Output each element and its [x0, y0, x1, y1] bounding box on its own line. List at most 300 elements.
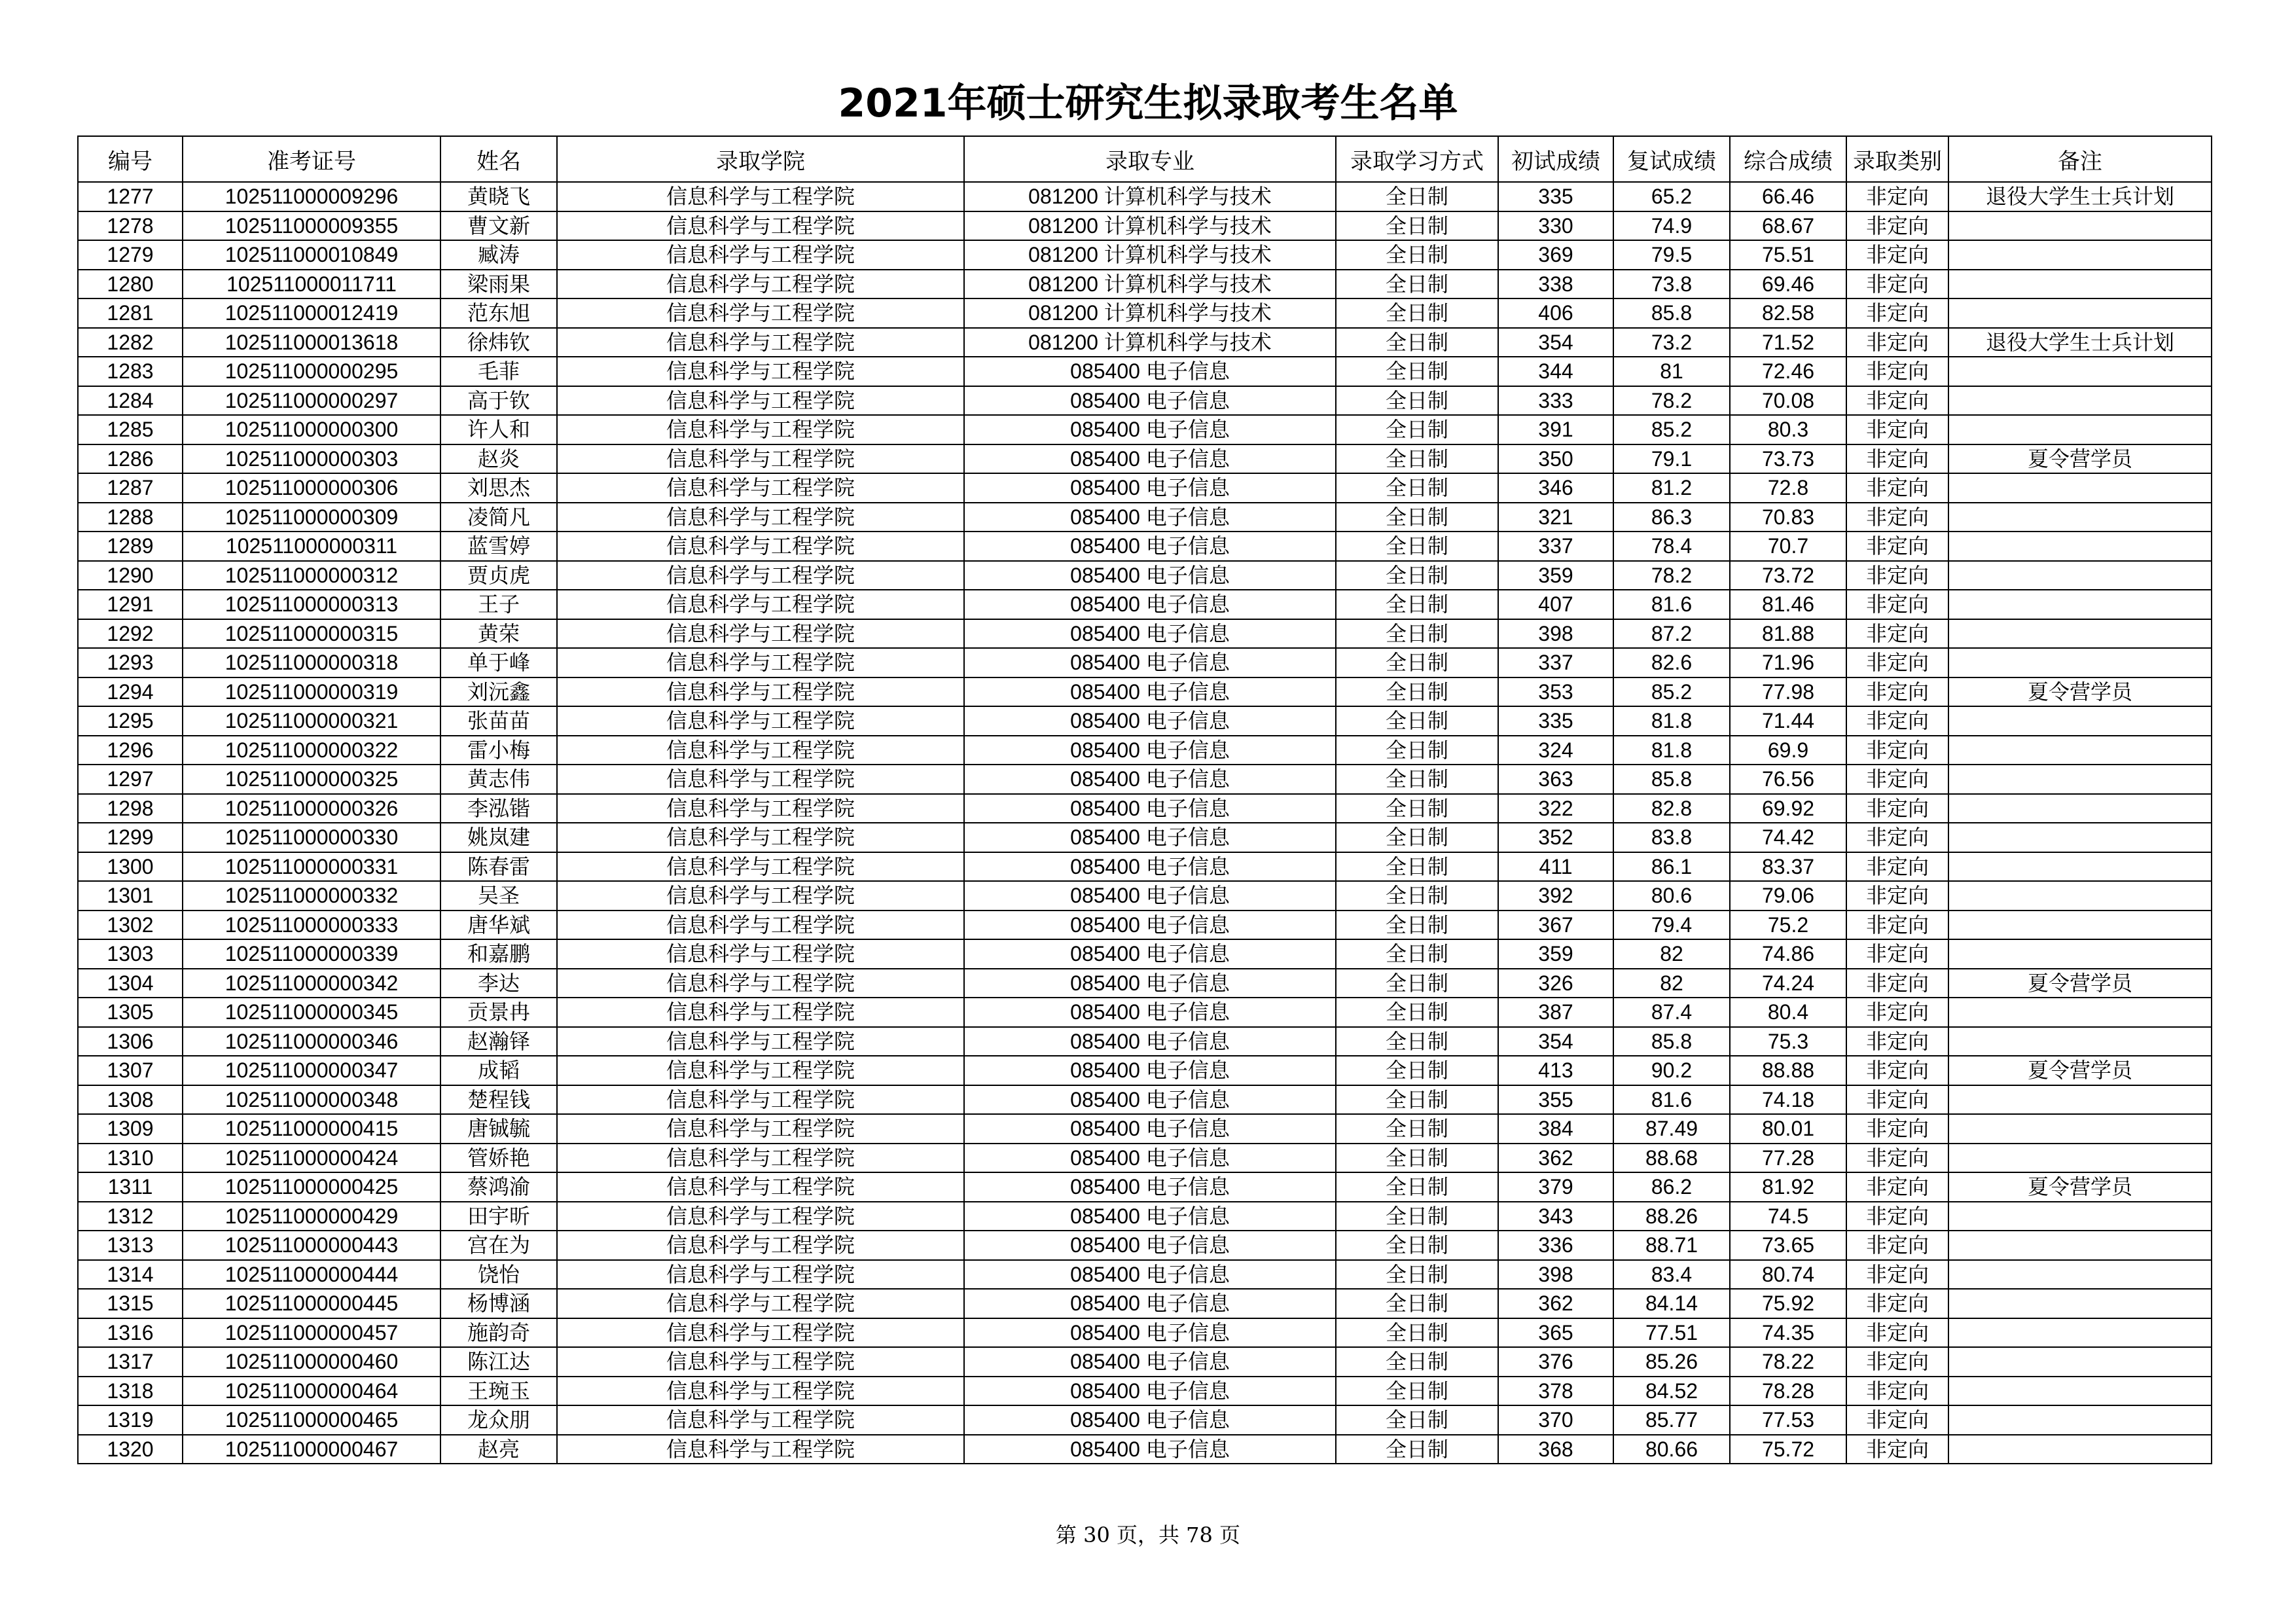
cell-remark [1948, 270, 2212, 299]
cell-remark [1948, 1260, 2212, 1290]
cell-college: 信息科学与工程学院 [557, 794, 964, 823]
cell-college: 信息科学与工程学院 [557, 240, 964, 270]
cell-total-score: 69.92 [1730, 794, 1846, 823]
cell-initial-score: 362 [1498, 1144, 1613, 1173]
cell-exam-id: 102511000000457 [183, 1318, 440, 1348]
table-row [78, 1435, 2212, 1464]
cell-college: 信息科学与工程学院 [557, 503, 964, 532]
column-header: 备注 [1948, 136, 2212, 182]
cell-major: 085400 电子信息 [964, 357, 1336, 386]
cell-major: 085400 电子信息 [964, 503, 1336, 532]
table-row [78, 998, 2212, 1027]
cell-study-mode: 全日制 [1336, 1347, 1498, 1377]
cell-initial-score: 363 [1498, 765, 1613, 794]
cell-initial-score: 330 [1498, 211, 1613, 241]
cell-college: 信息科学与工程学院 [557, 881, 964, 911]
cell-retest-score: 90.2 [1613, 1056, 1730, 1085]
cell-major: 085400 电子信息 [964, 1260, 1336, 1290]
cell-category: 非定向 [1846, 823, 1948, 852]
cell-initial-score: 343 [1498, 1202, 1613, 1231]
cell-category: 非定向 [1846, 998, 1948, 1027]
table-row [78, 270, 2212, 299]
cell-remark [1948, 619, 2212, 649]
cell-initial-score: 344 [1498, 357, 1613, 386]
cell-initial-score: 369 [1498, 240, 1613, 270]
cell-name: 雷小梅 [440, 736, 557, 765]
cell-major: 085400 电子信息 [964, 1027, 1336, 1056]
cell-total-score: 74.35 [1730, 1318, 1846, 1348]
cell-category: 非定向 [1846, 211, 1948, 241]
cell-name: 张苗苗 [440, 706, 557, 736]
cell-major: 085400 电子信息 [964, 532, 1336, 561]
cell-category: 非定向 [1846, 1347, 1948, 1377]
cell-initial-score: 365 [1498, 1318, 1613, 1348]
cell-remark [1948, 939, 2212, 969]
cell-exam-id: 102511000000309 [183, 503, 440, 532]
cell-serial: 1319 [78, 1405, 183, 1435]
cell-total-score: 71.44 [1730, 706, 1846, 736]
cell-retest-score: 85.2 [1613, 415, 1730, 444]
cell-study-mode: 全日制 [1336, 532, 1498, 561]
table-row [78, 1347, 2212, 1377]
cell-college: 信息科学与工程学院 [557, 969, 964, 998]
cell-serial: 1292 [78, 619, 183, 649]
cell-retest-score: 73.8 [1613, 270, 1730, 299]
cell-study-mode: 全日制 [1336, 1114, 1498, 1144]
cell-name: 田宇昕 [440, 1202, 557, 1231]
cell-serial: 1295 [78, 706, 183, 736]
column-header: 准考证号 [183, 136, 440, 182]
cell-category: 非定向 [1846, 1085, 1948, 1115]
cell-study-mode: 全日制 [1336, 415, 1498, 444]
cell-study-mode: 全日制 [1336, 823, 1498, 852]
cell-category: 非定向 [1846, 1056, 1948, 1085]
cell-study-mode: 全日制 [1336, 1144, 1498, 1173]
cell-study-mode: 全日制 [1336, 590, 1498, 619]
cell-total-score: 75.51 [1730, 240, 1846, 270]
cell-study-mode: 全日制 [1336, 1172, 1498, 1202]
cell-study-mode: 全日制 [1336, 706, 1498, 736]
cell-name: 唐铖毓 [440, 1114, 557, 1144]
cell-remark: 夏令营学员 [1948, 444, 2212, 474]
cell-college: 信息科学与工程学院 [557, 677, 964, 707]
cell-name: 刘思杰 [440, 473, 557, 503]
cell-exam-id: 102511000000345 [183, 998, 440, 1027]
table-row [78, 619, 2212, 649]
cell-remark: 夏令营学员 [1948, 677, 2212, 707]
cell-study-mode: 全日制 [1336, 736, 1498, 765]
page-title: 2021年硕士研究生拟录取考生名单 [838, 81, 1458, 126]
cell-initial-score: 353 [1498, 677, 1613, 707]
cell-exam-id: 102511000012419 [183, 298, 440, 328]
cell-total-score: 71.52 [1730, 328, 1846, 357]
cell-initial-score: 337 [1498, 532, 1613, 561]
cell-total-score: 78.28 [1730, 1377, 1846, 1406]
cell-retest-score: 84.52 [1613, 1377, 1730, 1406]
cell-major: 085400 电子信息 [964, 619, 1336, 649]
table-row [78, 1056, 2212, 1085]
cell-exam-id: 102511000010849 [183, 240, 440, 270]
cell-total-score: 83.37 [1730, 852, 1846, 882]
cell-study-mode: 全日制 [1336, 444, 1498, 474]
cell-exam-id: 102511000000311 [183, 532, 440, 561]
cell-total-score: 75.92 [1730, 1289, 1846, 1318]
table-row [78, 911, 2212, 940]
cell-serial: 1296 [78, 736, 183, 765]
cell-study-mode: 全日制 [1336, 1435, 1498, 1464]
cell-remark [1948, 823, 2212, 852]
cell-college: 信息科学与工程学院 [557, 619, 964, 649]
cell-exam-id: 102511000000326 [183, 794, 440, 823]
cell-college: 信息科学与工程学院 [557, 1172, 964, 1202]
cell-exam-id: 102511000000303 [183, 444, 440, 474]
cell-remark [1948, 298, 2212, 328]
cell-major: 085400 电子信息 [964, 1318, 1336, 1348]
cell-total-score: 80.3 [1730, 415, 1846, 444]
cell-category: 非定向 [1846, 1405, 1948, 1435]
cell-exam-id: 102511000000348 [183, 1085, 440, 1115]
cell-serial: 1302 [78, 911, 183, 940]
cell-retest-score: 78.2 [1613, 386, 1730, 416]
cell-name: 龙众朋 [440, 1405, 557, 1435]
cell-total-score: 77.53 [1730, 1405, 1846, 1435]
cell-total-score: 81.46 [1730, 590, 1846, 619]
table-row [78, 386, 2212, 416]
table-row [78, 1202, 2212, 1231]
table-row [78, 1085, 2212, 1115]
cell-exam-id: 102511000000429 [183, 1202, 440, 1231]
cell-initial-score: 359 [1498, 561, 1613, 590]
cell-category: 非定向 [1846, 939, 1948, 969]
cell-college: 信息科学与工程学院 [557, 998, 964, 1027]
cell-total-score: 75.2 [1730, 911, 1846, 940]
cell-initial-score: 368 [1498, 1435, 1613, 1464]
cell-total-score: 73.72 [1730, 561, 1846, 590]
cell-retest-score: 79.1 [1613, 444, 1730, 474]
cell-retest-score: 86.2 [1613, 1172, 1730, 1202]
cell-study-mode: 全日制 [1336, 969, 1498, 998]
cell-exam-id: 102511000000444 [183, 1260, 440, 1290]
cell-category: 非定向 [1846, 911, 1948, 940]
cell-remark: 夏令营学员 [1948, 1056, 2212, 1085]
cell-category: 非定向 [1846, 298, 1948, 328]
cell-study-mode: 全日制 [1336, 357, 1498, 386]
cell-serial: 1306 [78, 1027, 183, 1056]
cell-initial-score: 411 [1498, 852, 1613, 882]
cell-remark [1948, 1377, 2212, 1406]
cell-retest-score: 83.4 [1613, 1260, 1730, 1290]
cell-major: 085400 电子信息 [964, 969, 1336, 998]
cell-name: 曹文新 [440, 211, 557, 241]
cell-initial-score: 324 [1498, 736, 1613, 765]
table-row [78, 1377, 2212, 1406]
cell-exam-id: 102511000000312 [183, 561, 440, 590]
cell-study-mode: 全日制 [1336, 503, 1498, 532]
cell-major: 085400 电子信息 [964, 648, 1336, 677]
cell-serial: 1307 [78, 1056, 183, 1085]
cell-major: 085400 电子信息 [964, 1144, 1336, 1173]
cell-major: 085400 电子信息 [964, 1377, 1336, 1406]
cell-exam-id: 102511000013618 [183, 328, 440, 357]
table-row [78, 1144, 2212, 1173]
cell-name: 凌简凡 [440, 503, 557, 532]
cell-category: 非定向 [1846, 1318, 1948, 1348]
cell-major: 085400 电子信息 [964, 677, 1336, 707]
cell-serial: 1288 [78, 503, 183, 532]
cell-initial-score: 392 [1498, 881, 1613, 911]
cell-major: 081200 计算机科学与技术 [964, 182, 1336, 211]
cell-exam-id: 102511000009355 [183, 211, 440, 241]
cell-college: 信息科学与工程学院 [557, 852, 964, 882]
cell-total-score: 77.28 [1730, 1144, 1846, 1173]
cell-college: 信息科学与工程学院 [557, 182, 964, 211]
cell-remark [1948, 240, 2212, 270]
cell-major: 085400 电子信息 [964, 1056, 1336, 1085]
cell-remark [1948, 648, 2212, 677]
cell-category: 非定向 [1846, 706, 1948, 736]
cell-name: 姚岚建 [440, 823, 557, 852]
cell-remark [1948, 211, 2212, 241]
cell-initial-score: 379 [1498, 1172, 1613, 1202]
table-row [78, 1027, 2212, 1056]
cell-exam-id: 102511000000460 [183, 1347, 440, 1377]
table-body [78, 182, 2212, 1464]
cell-retest-score: 74.9 [1613, 211, 1730, 241]
cell-college: 信息科学与工程学院 [557, 706, 964, 736]
cell-name: 黄荣 [440, 619, 557, 649]
table-row [78, 969, 2212, 998]
table-row [78, 736, 2212, 765]
cell-initial-score: 354 [1498, 1027, 1613, 1056]
cell-name: 陈春雷 [440, 852, 557, 882]
cell-college: 信息科学与工程学院 [557, 1347, 964, 1377]
cell-retest-score: 78.4 [1613, 532, 1730, 561]
cell-serial: 1294 [78, 677, 183, 707]
table-row [78, 939, 2212, 969]
cell-category: 非定向 [1846, 969, 1948, 998]
cell-category: 非定向 [1846, 270, 1948, 299]
cell-college: 信息科学与工程学院 [557, 357, 964, 386]
cell-retest-score: 82.6 [1613, 648, 1730, 677]
cell-initial-score: 391 [1498, 415, 1613, 444]
cell-retest-score: 81.6 [1613, 1085, 1730, 1115]
cell-remark [1948, 415, 2212, 444]
cell-serial: 1320 [78, 1435, 183, 1464]
cell-study-mode: 全日制 [1336, 270, 1498, 299]
cell-remark [1948, 1144, 2212, 1173]
table-row [78, 648, 2212, 677]
cell-serial: 1279 [78, 240, 183, 270]
cell-exam-id: 102511000000425 [183, 1172, 440, 1202]
cell-serial: 1312 [78, 1202, 183, 1231]
cell-total-score: 73.73 [1730, 444, 1846, 474]
cell-retest-score: 85.2 [1613, 677, 1730, 707]
cell-category: 非定向 [1846, 357, 1948, 386]
cell-category: 非定向 [1846, 503, 1948, 532]
cell-initial-score: 407 [1498, 590, 1613, 619]
cell-retest-score: 82.8 [1613, 794, 1730, 823]
cell-serial: 1318 [78, 1377, 183, 1406]
cell-total-score: 66.46 [1730, 182, 1846, 211]
cell-exam-id: 102511000000330 [183, 823, 440, 852]
cell-study-mode: 全日制 [1336, 298, 1498, 328]
cell-initial-score: 406 [1498, 298, 1613, 328]
cell-remark [1948, 911, 2212, 940]
cell-total-score: 81.88 [1730, 619, 1846, 649]
cell-remark: 退役大学生士兵计划 [1948, 182, 2212, 211]
table-row [78, 298, 2212, 328]
cell-name: 吴圣 [440, 881, 557, 911]
cell-serial: 1290 [78, 561, 183, 590]
cell-remark [1948, 794, 2212, 823]
cell-remark [1948, 532, 2212, 561]
cell-serial: 1299 [78, 823, 183, 852]
cell-retest-score: 87.49 [1613, 1114, 1730, 1144]
cell-major: 085400 电子信息 [964, 590, 1336, 619]
cell-retest-score: 80.6 [1613, 881, 1730, 911]
cell-category: 非定向 [1846, 1260, 1948, 1290]
cell-college: 信息科学与工程学院 [557, 532, 964, 561]
cell-college: 信息科学与工程学院 [557, 1435, 964, 1464]
cell-name: 杨博涵 [440, 1289, 557, 1318]
cell-name: 高于钦 [440, 386, 557, 416]
cell-study-mode: 全日制 [1336, 1085, 1498, 1115]
cell-major: 085400 电子信息 [964, 881, 1336, 911]
cell-exam-id: 102511000000443 [183, 1231, 440, 1260]
cell-category: 非定向 [1846, 240, 1948, 270]
cell-college: 信息科学与工程学院 [557, 1085, 964, 1115]
cell-college: 信息科学与工程学院 [557, 1405, 964, 1435]
cell-name: 陈江达 [440, 1347, 557, 1377]
cell-major: 085400 电子信息 [964, 911, 1336, 940]
cell-total-score: 74.42 [1730, 823, 1846, 852]
cell-college: 信息科学与工程学院 [557, 1318, 964, 1348]
cell-exam-id: 102511000000415 [183, 1114, 440, 1144]
cell-name: 梁雨果 [440, 270, 557, 299]
cell-study-mode: 全日制 [1336, 648, 1498, 677]
cell-serial: 1304 [78, 969, 183, 998]
cell-initial-score: 354 [1498, 328, 1613, 357]
table-row [78, 357, 2212, 386]
cell-college: 信息科学与工程学院 [557, 1231, 964, 1260]
cell-category: 非定向 [1846, 328, 1948, 357]
cell-category: 非定向 [1846, 415, 1948, 444]
cell-exam-id: 102511000000321 [183, 706, 440, 736]
cell-category: 非定向 [1846, 794, 1948, 823]
cell-serial: 1293 [78, 648, 183, 677]
cell-college: 信息科学与工程学院 [557, 648, 964, 677]
cell-initial-score: 352 [1498, 823, 1613, 852]
table-row [78, 794, 2212, 823]
table-row [78, 1289, 2212, 1318]
cell-category: 非定向 [1846, 1202, 1948, 1231]
cell-exam-id: 102511000000315 [183, 619, 440, 649]
cell-study-mode: 全日制 [1336, 677, 1498, 707]
cell-study-mode: 全日制 [1336, 619, 1498, 649]
cell-category: 非定向 [1846, 1435, 1948, 1464]
column-header: 初试成绩 [1498, 136, 1613, 182]
cell-serial: 1315 [78, 1289, 183, 1318]
cell-name: 赵瀚铎 [440, 1027, 557, 1056]
cell-major: 085400 电子信息 [964, 939, 1336, 969]
cell-major: 085400 电子信息 [964, 794, 1336, 823]
table-row [78, 328, 2212, 357]
cell-serial: 1283 [78, 357, 183, 386]
cell-college: 信息科学与工程学院 [557, 386, 964, 416]
cell-name: 蔡鸿渝 [440, 1172, 557, 1202]
cell-exam-id: 102511000000319 [183, 677, 440, 707]
cell-name: 王子 [440, 590, 557, 619]
cell-category: 非定向 [1846, 1289, 1948, 1318]
cell-study-mode: 全日制 [1336, 1202, 1498, 1231]
cell-initial-score: 387 [1498, 998, 1613, 1027]
cell-initial-score: 384 [1498, 1114, 1613, 1144]
cell-serial: 1281 [78, 298, 183, 328]
cell-retest-score: 65.2 [1613, 182, 1730, 211]
cell-exam-id: 102511000011711 [183, 270, 440, 299]
cell-college: 信息科学与工程学院 [557, 561, 964, 590]
cell-name: 成韬 [440, 1056, 557, 1085]
cell-category: 非定向 [1846, 1144, 1948, 1173]
cell-retest-score: 85.26 [1613, 1347, 1730, 1377]
cell-remark [1948, 706, 2212, 736]
cell-retest-score: 85.8 [1613, 298, 1730, 328]
table-row [78, 1405, 2212, 1435]
cell-study-mode: 全日制 [1336, 1405, 1498, 1435]
cell-retest-score: 87.2 [1613, 619, 1730, 649]
cell-total-score: 78.22 [1730, 1347, 1846, 1377]
cell-serial: 1317 [78, 1347, 183, 1377]
cell-total-score: 76.56 [1730, 765, 1846, 794]
cell-study-mode: 全日制 [1336, 473, 1498, 503]
column-header: 姓名 [440, 136, 557, 182]
cell-study-mode: 全日制 [1336, 852, 1498, 882]
cell-study-mode: 全日制 [1336, 328, 1498, 357]
cell-retest-score: 78.2 [1613, 561, 1730, 590]
cell-total-score: 69.9 [1730, 736, 1846, 765]
cell-category: 非定向 [1846, 1231, 1948, 1260]
cell-initial-score: 322 [1498, 794, 1613, 823]
cell-name: 李达 [440, 969, 557, 998]
cell-exam-id: 102511000000333 [183, 911, 440, 940]
cell-total-score: 88.88 [1730, 1056, 1846, 1085]
cell-retest-score: 80.66 [1613, 1435, 1730, 1464]
cell-major: 085400 电子信息 [964, 736, 1336, 765]
cell-exam-id: 102511000000342 [183, 969, 440, 998]
cell-initial-score: 378 [1498, 1377, 1613, 1406]
cell-study-mode: 全日制 [1336, 1027, 1498, 1056]
cell-total-score: 75.3 [1730, 1027, 1846, 1056]
cell-college: 信息科学与工程学院 [557, 270, 964, 299]
table-header-row [78, 136, 2212, 182]
cell-study-mode: 全日制 [1336, 881, 1498, 911]
cell-remark [1948, 590, 2212, 619]
cell-remark [1948, 1231, 2212, 1260]
cell-college: 信息科学与工程学院 [557, 1027, 964, 1056]
cell-exam-id: 102511000000445 [183, 1289, 440, 1318]
cell-retest-score: 84.14 [1613, 1289, 1730, 1318]
cell-exam-id: 102511000000464 [183, 1377, 440, 1406]
table-row [78, 240, 2212, 270]
cell-category: 非定向 [1846, 736, 1948, 765]
column-header: 录取学习方式 [1336, 136, 1498, 182]
cell-serial: 1309 [78, 1114, 183, 1144]
cell-major: 085400 电子信息 [964, 1347, 1336, 1377]
cell-category: 非定向 [1846, 444, 1948, 474]
cell-name: 王琬玉 [440, 1377, 557, 1406]
cell-total-score: 72.46 [1730, 357, 1846, 386]
cell-retest-score: 79.5 [1613, 240, 1730, 270]
